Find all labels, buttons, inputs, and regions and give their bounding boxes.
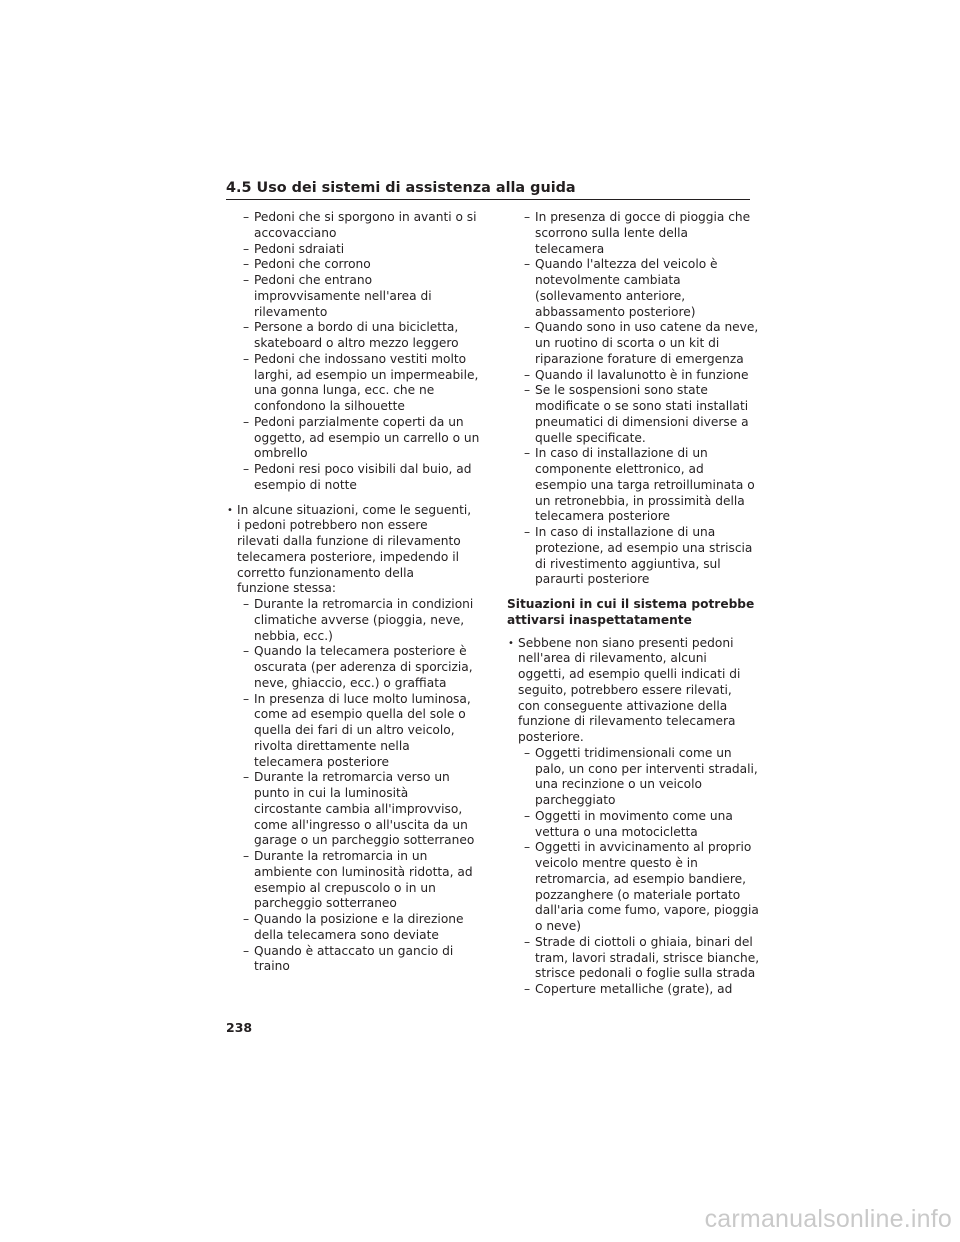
dash-marker: –: [524, 982, 531, 996]
text-line: seguito, potrebbero essere rilevati,: [518, 682, 732, 697]
text-line: In presenza di gocce di pioggia che: [535, 210, 751, 224]
dash-item: [507, 257, 757, 320]
text-line: attivarsi inaspettatamente: [507, 612, 692, 627]
dash-item: [507, 320, 757, 367]
text-line: Quando l'altezza del veicolo è: [535, 257, 718, 272]
dash-marker: –: [524, 210, 531, 224]
dash-item: [507, 210, 757, 257]
text-line: Durante la retromarcia in un: [254, 849, 428, 863]
text-line: Durante la retromarcia verso un: [254, 770, 450, 785]
sub-dash-item: [226, 770, 482, 849]
text-line: strisce pedonali o foglie sulla strada: [535, 966, 756, 981]
text-line: ombrello: [254, 446, 308, 461]
text-line: telecamera: [535, 241, 605, 256]
text-line: tram, lavori stradali, strisce bianche,: [535, 950, 760, 965]
dash-marker: –: [524, 808, 531, 823]
text-line: In caso di installazione di una: [535, 525, 716, 539]
text-line: oscurata (per aderenza di sporcizia,: [254, 660, 473, 674]
section-header-title: 4.5 Uso dei sistemi di assistenza alla guida: [226, 180, 576, 196]
sub-dash-item: [507, 982, 757, 998]
text-line: climatiche avverse (pioggia, neve,: [254, 612, 465, 627]
text-line: accovacciano: [254, 225, 337, 240]
text-line: Se le sospensioni sono state: [535, 383, 708, 398]
dash-marker: –: [243, 770, 250, 785]
text-line: della telecamera sono deviate: [254, 927, 439, 942]
dash-marker: –: [243, 241, 250, 256]
sub-dash-item: [226, 644, 482, 691]
text-line: Oggetti in movimento come una: [535, 808, 733, 823]
text-line: Oggetti tridimensionali come un: [535, 745, 732, 760]
sub-dash-item: [507, 746, 757, 809]
text-line: rilevati dalla funzione di rilevamento: [237, 534, 461, 548]
text-line: Pedoni resi poco visibili dal buio, ad: [254, 462, 472, 476]
dash-marker: –: [524, 525, 531, 539]
text-line: una recinzione o un veicolo: [535, 777, 702, 792]
text-line: scorrono sulla lente della: [535, 225, 688, 240]
text-line: traino: [254, 959, 290, 974]
text-line: neve, ghiaccio, ecc.) o graffiata: [254, 675, 447, 690]
sub-dash-item: [507, 934, 760, 982]
text-line: veicolo mentre questo è in: [535, 856, 698, 870]
text-line: una gonna lunga, ecc. che ne: [254, 383, 435, 398]
text-line: parcheggio sotterraneo: [254, 896, 397, 911]
text-line: parcheggiato: [535, 793, 616, 807]
watermark-text: carmanualsonline.info: [704, 1205, 952, 1233]
text-line: pneumatici di dimensioni diverse a: [535, 414, 749, 429]
text-line: Situazioni in cui il sistema potrebbe: [507, 597, 755, 611]
left-column: [226, 210, 482, 975]
text-line: skateboard o altro mezzo leggero: [254, 336, 459, 350]
dash-marker: –: [524, 840, 531, 855]
text-line: Quando il lavalunotto è in funzione: [535, 367, 749, 382]
text-line: come ad esempio quella del sole o: [254, 707, 466, 722]
text-line: circostante cambia all'improvviso,: [254, 801, 463, 816]
text-line: telecamera posteriore, impedendo il: [237, 549, 460, 564]
text-line: Oggetti in avvicinamento al proprio: [535, 840, 752, 855]
sub-dash-item: [226, 692, 482, 771]
dash-item: [226, 210, 482, 242]
dash-marker: –: [524, 446, 531, 461]
text-line: garage o un parcheggio sotterraneo: [254, 833, 475, 848]
text-line: esempio una targa retroilluminata o: [535, 477, 755, 492]
text-line: telecamera posteriore: [254, 754, 389, 769]
text-line: esempio di notte: [254, 477, 357, 492]
text-line: Coperture metalliche (grate), ad: [535, 982, 733, 996]
text-line: Pedoni che corrono: [254, 257, 371, 272]
text-line: Pedoni sdraiati: [254, 241, 345, 256]
text-line: larghi, ad esempio un impermeabile,: [254, 367, 479, 382]
dash-item: [507, 446, 757, 525]
dash-marker: –: [524, 320, 531, 335]
text-line: funzione di rilevamento telecamera: [518, 714, 736, 729]
dash-item: [507, 368, 757, 384]
bullet-item: [226, 503, 482, 598]
text-line: come all'ingresso o all'uscita da un: [254, 817, 468, 832]
text-line: di rivestimento aggiuntiva, sul: [535, 556, 721, 571]
dash-marker: –: [243, 210, 250, 224]
text-line: un retronebbia, in prossimità della: [535, 493, 745, 508]
text-line: esempio al crepuscolo o in un: [254, 880, 436, 895]
text-line: pozzanghere (o materiale portato: [535, 887, 741, 902]
text-line: funzione stessa:: [237, 581, 336, 596]
text-line: telecamera posteriore: [535, 509, 670, 524]
text-line: ambiente con luminosità ridotta, ad: [254, 864, 473, 879]
text-line: quelle specificate.: [535, 430, 646, 445]
dash-marker: –: [524, 257, 531, 272]
text-line: Durante la retromarcia in condizioni: [254, 597, 474, 611]
dash-marker: –: [243, 943, 250, 958]
text-line: Quando la telecamera posteriore è: [254, 644, 467, 659]
text-line: con conseguente attivazione della: [518, 698, 728, 713]
text-line: paraurti posteriore: [535, 572, 650, 587]
dash-item: [507, 525, 757, 588]
text-line: nebbia, ecc.): [254, 628, 333, 643]
dash-marker: –: [243, 597, 250, 611]
dash-item: [226, 320, 482, 352]
dash-marker: –: [243, 257, 250, 272]
dash-marker: –: [243, 849, 250, 863]
dash-item: [507, 383, 757, 446]
text-line: protezione, ad esempio una striscia: [535, 540, 753, 555]
text-line: rivolta direttamente nella: [254, 738, 410, 753]
text-line: punto in cui la luminosità: [254, 786, 409, 800]
bullet-item: [507, 636, 757, 746]
text-line: quella dei fari di un altro veicolo,: [254, 723, 455, 737]
text-line: oggetti, ad esempio quelli indicati di: [518, 667, 741, 681]
text-line: Persone a bordo di una bicicletta,: [254, 320, 459, 335]
text-line: notevolmente cambiata: [535, 273, 681, 287]
sub-dash-item: [226, 944, 482, 976]
sub-dash-item: [226, 597, 482, 644]
sub-dash-item: [507, 809, 757, 841]
text-line: nell'area di rilevamento, alcuni: [518, 651, 707, 666]
dash-marker: –: [243, 351, 250, 366]
text-line: abbassamento posteriore): [535, 304, 696, 319]
dash-item: [226, 257, 482, 273]
text-line: Quando è attaccato un gancio di: [254, 943, 454, 958]
page-number: 238: [226, 1020, 253, 1035]
text-line: In alcune situazioni, come le seguenti,: [237, 502, 472, 517]
header-rule: [226, 199, 750, 200]
text-line: componente elettronico, ad: [535, 462, 704, 476]
dash-marker: –: [243, 462, 250, 476]
text-line: o neve): [535, 919, 582, 933]
text-line: Pedoni che entrano: [254, 273, 373, 287]
dash-marker: –: [243, 414, 250, 429]
dash-item: [226, 462, 482, 494]
text-line: riparazione forature di emergenza: [535, 351, 744, 366]
text-line: palo, un cono per interventi stradali,: [535, 761, 758, 776]
right-column: [507, 210, 760, 998]
text-line: retromarcia, ad esempio bandiere,: [535, 871, 747, 886]
text-line: In caso di installazione di un: [535, 446, 708, 461]
dash-item: [226, 415, 482, 462]
dash-marker: –: [243, 320, 250, 335]
dash-marker: –: [524, 367, 531, 382]
text-line: Pedoni che indossano vestiti molto: [254, 351, 467, 366]
sub-dash-item: [507, 840, 757, 935]
dash-marker: –: [524, 383, 531, 398]
subsection-heading: [507, 597, 757, 629]
text-line: confondono la silhouette: [254, 399, 405, 413]
text-line: modificate o se sono stati installati: [535, 399, 749, 413]
text-line: Pedoni che si sporgono in avanti o si: [254, 210, 477, 224]
text-line: i pedoni potrebbero non essere: [237, 518, 428, 533]
dash-marker: –: [243, 912, 250, 926]
text-line: posteriore.: [518, 730, 584, 744]
dash-item: [226, 242, 482, 258]
sub-dash-item: [226, 849, 482, 912]
dash-marker: –: [243, 644, 250, 659]
text-line: rilevamento: [254, 304, 328, 319]
dash-item: [226, 273, 482, 320]
bullet-marker: •: [227, 504, 233, 516]
text-line: dall'aria come fumo, vapore, pioggia: [535, 903, 759, 918]
text-line: corretto funzionamento della: [237, 565, 414, 580]
dash-marker: –: [524, 745, 531, 760]
text-line: improvvisamente nell'area di: [254, 288, 432, 303]
sub-dash-item: [226, 912, 482, 944]
text-line: In presenza di luce molto luminosa,: [254, 691, 471, 706]
text-line: oggetto, ad esempio un carrello o un: [254, 430, 480, 445]
text-line: Quando la posizione e la direzione: [254, 912, 464, 926]
text-line: (sollevamento anteriore,: [535, 288, 686, 303]
dash-marker: –: [524, 934, 531, 949]
text-line: Sebbene non siano presenti pedoni: [518, 635, 734, 650]
dash-marker: –: [243, 691, 250, 706]
bullet-marker: •: [508, 637, 514, 649]
dash-marker: –: [243, 273, 250, 287]
dash-item: [226, 352, 482, 415]
text-line: Quando sono in uso catene da neve,: [535, 320, 759, 335]
text-line: Strade di ciottoli o ghiaia, binari del: [535, 934, 753, 949]
text-line: un ruotino di scorta o un kit di: [535, 336, 720, 350]
text-line: Pedoni parzialmente coperti da un: [254, 414, 464, 429]
text-line: vettura o una motocicletta: [535, 824, 698, 839]
